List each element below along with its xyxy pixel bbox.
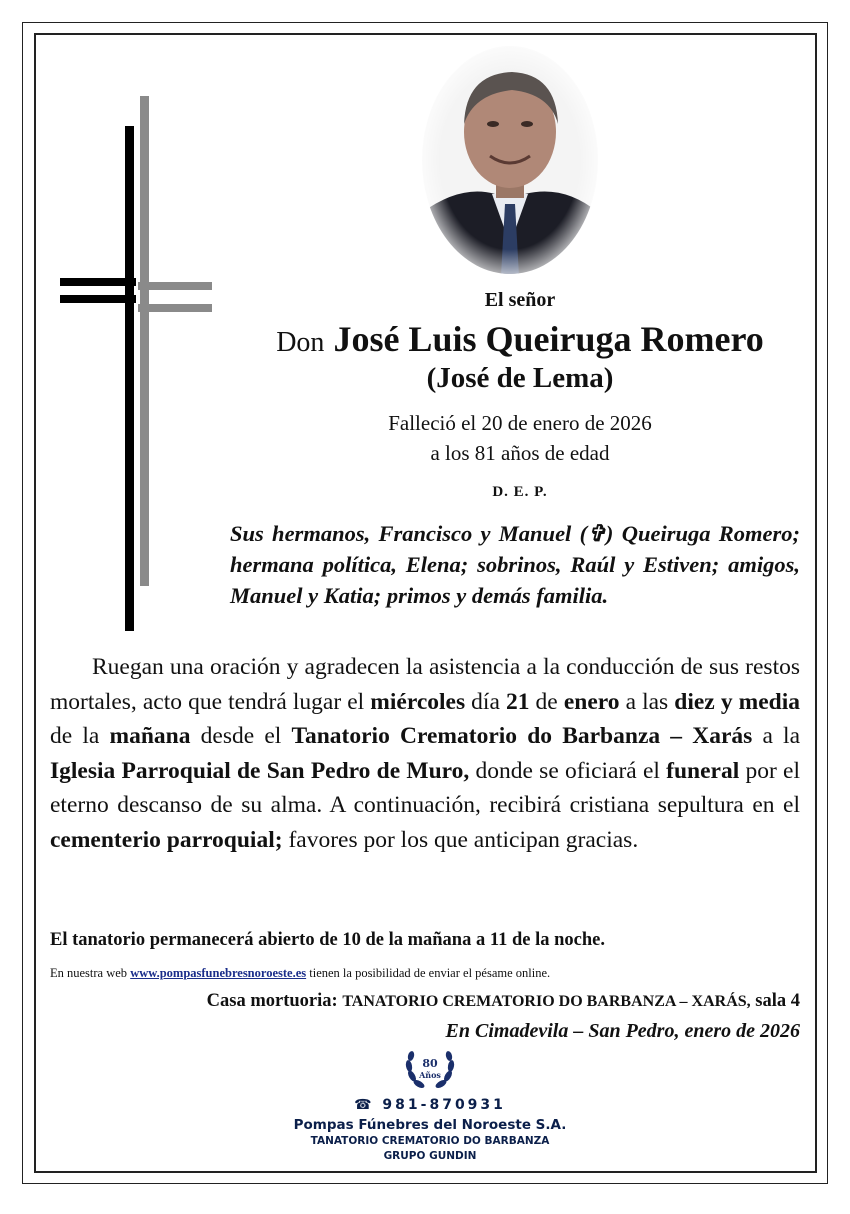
rip-text: D. E. P. [492, 484, 548, 500]
badge-word: Años [419, 1070, 441, 1080]
death-info [230, 408, 810, 468]
deceased-name [230, 316, 810, 366]
mortuary-line: Casa mortuoria: TANATORIO CREMATORIO DO BARBANZA – XARÁS, sala 4 [206, 991, 800, 1011]
intro-text: El señor [484, 289, 556, 311]
company-block [240, 1116, 620, 1164]
phone-number: 981-870931 [382, 1097, 506, 1113]
badge-number: 80 [422, 1057, 438, 1070]
family-text: Sus hermanos, Francisco y Manuel (✞) Queiruga Romero; hermana política, Elena; sobrinos, Raúl y Estiven; amigos, Manuel y Katia; primos y demás familia. [230, 521, 800, 608]
place-date: En Cimadevila – San Pedro, enero de 2026 [445, 1020, 800, 1042]
name-text: José Luis Queiruga Romero [333, 319, 764, 359]
cross-icon [60, 96, 212, 636]
company-line3: GRUPO GUNDIN [383, 1150, 477, 1162]
company-name: Pompas Fúnebres del Noroeste S.A. [293, 1117, 567, 1133]
phone-line [330, 1097, 530, 1113]
age-line: a los 81 años de edad [430, 441, 610, 465]
name-prefix: Don [276, 327, 325, 358]
phone-icon: ☎ [354, 1097, 375, 1113]
deceased-portrait [420, 44, 600, 276]
website-link[interactable]: www.pompasfunebresnoroeste.es [130, 966, 307, 980]
anniversary-laurel-icon [403, 1046, 457, 1094]
company-line2: TANATORIO CREMATORIO DO BARBANZA [310, 1135, 550, 1147]
deceased-alias: (José de Lema) [426, 362, 614, 394]
opening-hours: El tanatorio permanecerá abierto de 10 de la mañana a 11 de la noche. [50, 930, 605, 950]
web-notice: En nuestra web www.pompasfunebresnoroeste.es tienen la posibilidad de enviar el pésame online. [50, 966, 551, 980]
ceremony-text: Ruegan una oración y agradecen la asistencia a la conducción de sus restos mortales, acto que tendrá lugar el miércoles día 21 de enero a las diez y media de la mañana desde el Tanatorio Crematorio do Barbanza – Xarás a la Iglesia Parroquial de San Pedro de Muro, donde se oficiará el funeral por el eterno descanso de su alma. A continuación, recibirá cristiana sepultura en el cementerio parroquial; favores por los que anticipan gracias. [50, 654, 801, 853]
death-date: Falleció el 20 de enero de 2026 [388, 411, 652, 435]
